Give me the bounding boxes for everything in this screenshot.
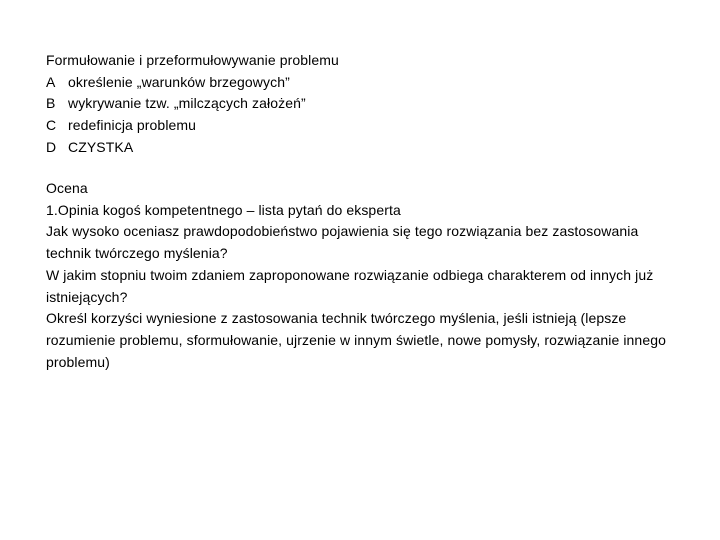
list-item-text: CZYSTKA (68, 138, 134, 155)
question-difference: W jakim stopniu twoim zdaniem zaproponowane rozwiązanie odbiega charakterem od innych już istniejących? (46, 266, 654, 305)
expert-opinion-line: 1.Opinia kogoś kompetentnego – lista pytań do eksperta (46, 201, 401, 218)
list-item-d (46, 137, 686, 159)
list-item-text: określenie „warunków brzegowych” (68, 73, 290, 90)
list-item-a (46, 72, 686, 94)
problem-formulation-block (46, 50, 686, 159)
question-probability: Jak wysoko oceniasz prawdopodobieństwo pojawienia się tego rozwiązania bez zastosowania technik twórczego myślenia? (46, 223, 639, 262)
list-item-text: wykrywanie tzw. „milczących założeń” (68, 95, 306, 112)
list-item-letter: B (46, 95, 56, 112)
list-item-letter: D (46, 138, 57, 155)
question-benefits: Określ korzyści wyniesione z zastosowania technik twórczego myślenia, jeśli istnieją (lepsze rozumienie problemu, sformułowanie, ujrzenie w innym świetle, nowe pomysły, rozwiązanie innego problemu) (46, 310, 666, 370)
evaluation-heading: Ocena (46, 180, 88, 196)
evaluation-block (46, 178, 686, 373)
problem-formulation-heading: Formułowanie i przeformułowywanie problemu (46, 52, 339, 68)
list-item-text: redefinicja problemu (68, 117, 197, 134)
list-item-letter: C (46, 117, 57, 134)
list-item-c (46, 115, 686, 137)
list-item-b (46, 93, 686, 115)
list-item-letter: A (46, 73, 56, 90)
